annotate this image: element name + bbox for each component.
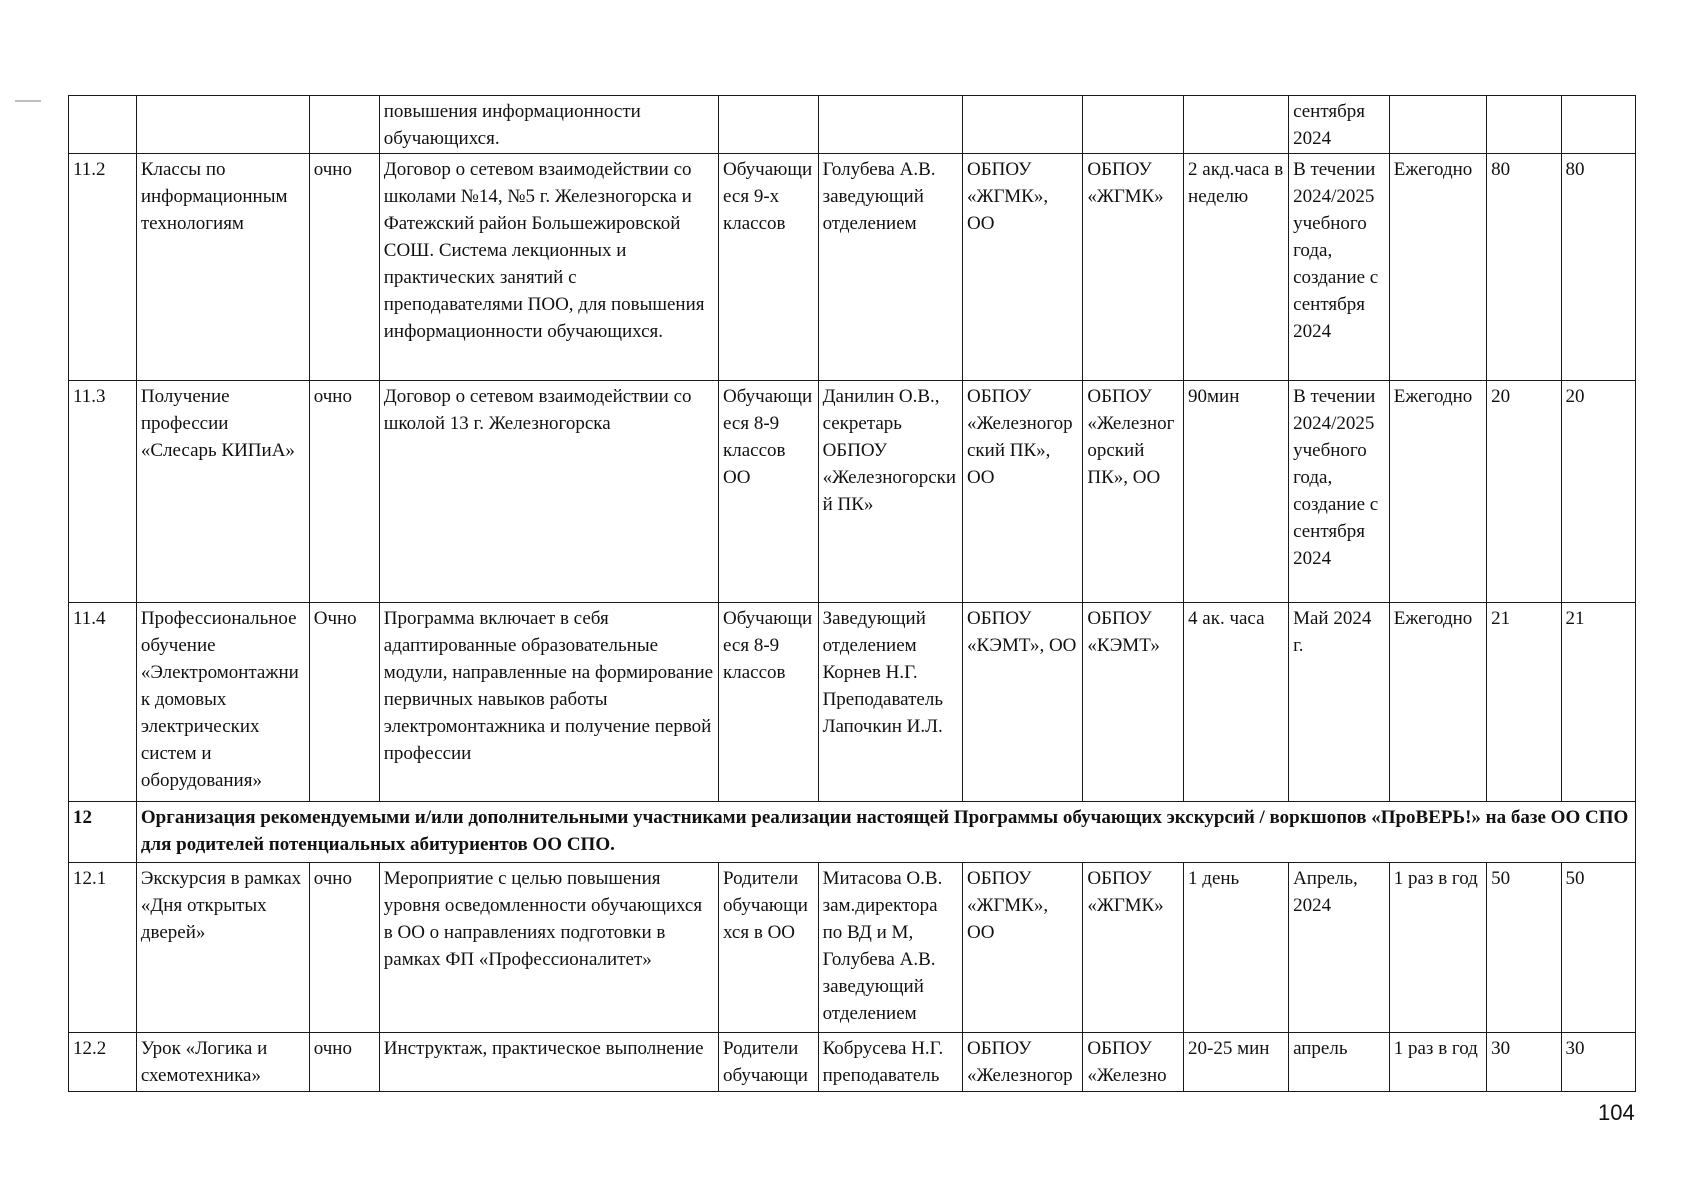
cell-name: Профессиональное обучение «Электромонтажник домовых электрических систем и оборудования» (136, 603, 309, 802)
cell-desc: Договор о сетевом взаимодействии со школами №14, №5 г. Железногорска и Фатежский район Большежировской СОШ. Система лекционных и практических занятий с преподавателями ПОО, для повышения информационности обучающихся. (379, 154, 718, 381)
cell-period: В течении 2024/2025 учебного года, создание с сентября 2024 (1289, 381, 1390, 603)
cell-duration: 2 акд.часа в неделю (1184, 154, 1289, 381)
cell-form: очно (309, 1033, 379, 1092)
table-row (69, 863, 1636, 1033)
cell-duration: 4 ак. часа (1184, 603, 1289, 802)
cell-org: ОБПОУ «Железногорский ПК», ОО (963, 381, 1083, 603)
cell-desc: повышения информационности обучающихся. (379, 96, 718, 154)
cell-name (136, 96, 309, 154)
cell-audience: Обучающиеся 8-9 классов ОО (718, 381, 818, 603)
cell-frequency: 1 раз в год (1389, 863, 1486, 1033)
cell-place (1083, 96, 1184, 154)
cell-place: ОБПОУ «КЭМТ» (1083, 603, 1184, 802)
cell-fact: 21 (1561, 603, 1635, 802)
page-number: 104 (1598, 1100, 1635, 1125)
cell-num: 11.3 (69, 381, 137, 603)
cell-responsible: Кобрусева Н.Г. преподаватель (818, 1033, 962, 1092)
cell-desc: Программа включает в себя адаптированные образовательные модули, направленные на формирование первичных навыков работы электромонтажника и получение первой профессии (379, 603, 718, 802)
cell-form: очно (309, 863, 379, 1033)
cell-fact: 20 (1561, 381, 1635, 603)
document-sheet (68, 95, 1636, 1092)
cell-name: Урок «Логика и схемотехника» (136, 1033, 309, 1092)
section-number: 12 (69, 802, 137, 863)
cell-form: очно (309, 381, 379, 603)
cell-frequency: 1 раз в год (1389, 1033, 1486, 1092)
cell-audience: Обучающиеся 9-х классов (718, 154, 818, 381)
cell-frequency: Ежегодно (1389, 603, 1486, 802)
cell-num: 11.4 (69, 603, 137, 802)
cell-duration (1184, 96, 1289, 154)
cell-plan: 21 (1487, 603, 1561, 802)
cell-responsible: Данилин О.В., секретарь ОБПОУ «Железногорский ПК» (818, 381, 962, 603)
cell-fact: 30 (1561, 1033, 1635, 1092)
cell-org: ОБПОУ «КЭМТ», ОО (963, 603, 1083, 802)
scan-artifact (15, 100, 41, 102)
cell-num: 12.2 (69, 1033, 137, 1092)
cell-plan: 30 (1487, 1033, 1561, 1092)
cell-responsible: Митасова О.В. зам.директора по ВД и М, Голубева А.В. заведующий отделением (818, 863, 962, 1033)
cell-org (963, 96, 1083, 154)
table-row (69, 96, 1636, 154)
table-row (69, 603, 1636, 802)
cell-duration: 90мин (1184, 381, 1289, 603)
cell-period: апрель (1289, 1033, 1390, 1092)
section-header-row (69, 802, 1636, 863)
cell-duration: 20-25 мин (1184, 1033, 1289, 1092)
table-row (69, 1033, 1636, 1092)
cell-name: Получение профессии «Слесарь КИПиА» (136, 381, 309, 603)
cell-responsible (818, 96, 962, 154)
cell-audience: Родители обучающи (718, 1033, 818, 1092)
cell-period: Май 2024 г. (1289, 603, 1390, 802)
cell-period: сентября 2024 (1289, 96, 1390, 154)
cell-num: 11.2 (69, 154, 137, 381)
cell-desc: Инструктаж, практическое выполнение (379, 1033, 718, 1092)
cell-frequency (1389, 96, 1486, 154)
cell-org: ОБПОУ «ЖГМК», ОО (963, 154, 1083, 381)
cell-name: Экскурсия в рамках «Дня открытых дверей» (136, 863, 309, 1033)
cell-desc: Мероприятие с целью повышения уровня осведомленности обучающихся в ОО о направлениях подготовки в рамках ФП «Профессионалитет» (379, 863, 718, 1033)
cell-audience: Обучающиеся 8-9 классов (718, 603, 818, 802)
cell-period: Апрель, 2024 (1289, 863, 1390, 1033)
cell-form: очно (309, 154, 379, 381)
cell-responsible: Заведующий отделением Корнев Н.Г. Преподаватель Лапочкин И.Л. (818, 603, 962, 802)
cell-place: ОБПОУ «ЖГМК» (1083, 154, 1184, 381)
cell-num: 12.1 (69, 863, 137, 1033)
cell-place: ОБПОУ «ЖГМК» (1083, 863, 1184, 1033)
cell-audience: Родители обучающихся в ОО (718, 863, 818, 1033)
cell-responsible: Голубева А.В. заведующий отделением (818, 154, 962, 381)
cell-plan: 50 (1487, 863, 1561, 1033)
cell-frequency: Ежегодно (1389, 381, 1486, 603)
table-row (69, 154, 1636, 381)
cell-audience (718, 96, 818, 154)
section-title: Организация рекомендуемыми и/или дополнительными участниками реализации настоящей Программы обучающих экскурсий / воркшопов «ПроВЕРЬ!» на базе ОО СПО для родителей потенциальных абитуриентов ОО СПО. (136, 802, 1635, 863)
cell-fact: 80 (1561, 154, 1635, 381)
cell-plan: 80 (1487, 154, 1561, 381)
cell-num (69, 96, 137, 154)
cell-desc: Договор о сетевом взаимодействии со школой 13 г. Железногорска (379, 381, 718, 603)
cell-duration: 1 день (1184, 863, 1289, 1033)
cell-plan: 20 (1487, 381, 1561, 603)
cell-period: В течении 2024/2025 учебного года, создание с сентября 2024 (1289, 154, 1390, 381)
cell-place: ОБПОУ «Железногорский ПК», ОО (1083, 381, 1184, 603)
table-row (69, 381, 1636, 603)
cell-fact: 50 (1561, 863, 1635, 1033)
cell-frequency: Ежегодно (1389, 154, 1486, 381)
cell-org: ОБПОУ «ЖГМК», ОО (963, 863, 1083, 1033)
cell-org: ОБПОУ «Железногор (963, 1033, 1083, 1092)
cell-form: Очно (309, 603, 379, 802)
cell-plan (1487, 96, 1561, 154)
cell-name: Классы по информационным технологиям (136, 154, 309, 381)
cell-fact (1561, 96, 1635, 154)
program-table (68, 95, 1636, 1092)
cell-form (309, 96, 379, 154)
cell-place: ОБПОУ «Железно (1083, 1033, 1184, 1092)
